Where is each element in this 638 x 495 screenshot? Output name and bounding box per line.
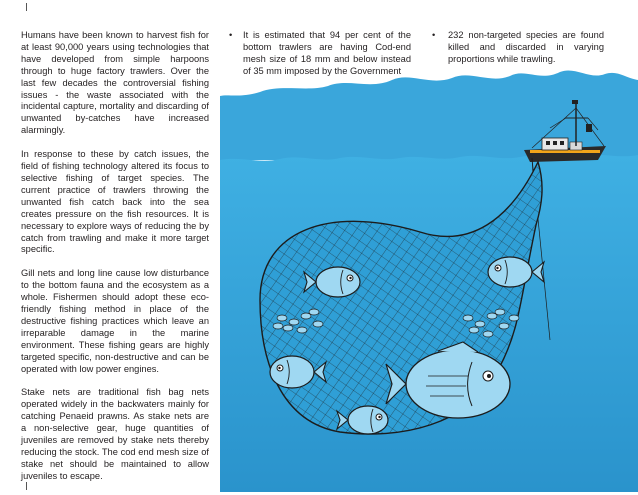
bullet-non-targeted-species [432,30,604,66]
paragraph-harvest-history: Humans have been known to harvest fish for at least 90,000 years using technologies that have developed from simple harpoons through to huge factory trawlers. Over the last few decades the controversial fishing issues - the waste associated with the incidental capture, mortality and discarding of unwanted by-catches have increased alarmingly. [21,30,209,136]
paragraph-gill-nets: Gill nets and long line cause low disturbance to the bottom fauna and the ecosystem as a whole. Fishermen should adopt these eco-friendly fishing method in place of the destructive fishing practices which leave an irreparable damage in the marine environment. These fishing gears are highly targeted specific, non-destructive and can be operated with low power engines. [21,268,209,374]
bullet-marker: • [432,30,436,40]
paragraph-stake-nets: Stake nets are traditional fish bag nets operated widely in the backwaters mainly for catching Penaeid prawns. As stake nets are a non-selective gear, huge quantities of juveniles are removed by stake nets thereby reducing the stock. The cod end mesh size of stake net should be maintained to allow juveniles to escape. [21,387,209,481]
bullet-text: 232 non-targeted species are found killed and discarded in varying proportions while trawling. [448,30,604,64]
bullet-marker: • [229,30,233,40]
bullet-trawler-mesh [229,30,411,78]
left-column-text [21,30,209,495]
paragraph-bycatch-response: In response to these by catch issues, the field of fishing technology altered its focus to selective fishing of target species. The current practice of trawlers throwing the unwanted fish catch back into the sea creates pressure on the fish resources. It is necessary to explore ways of reducing the by catch from trawling and make it more target specific. [21,149,209,255]
crop-mark-top-left [26,3,27,11]
bullet-text: It is estimated that 94 per cent of the bottom trawlers are having Cod-end mesh size of 18 mm and below instead of 35 mm imposed by the Government [243,30,411,76]
